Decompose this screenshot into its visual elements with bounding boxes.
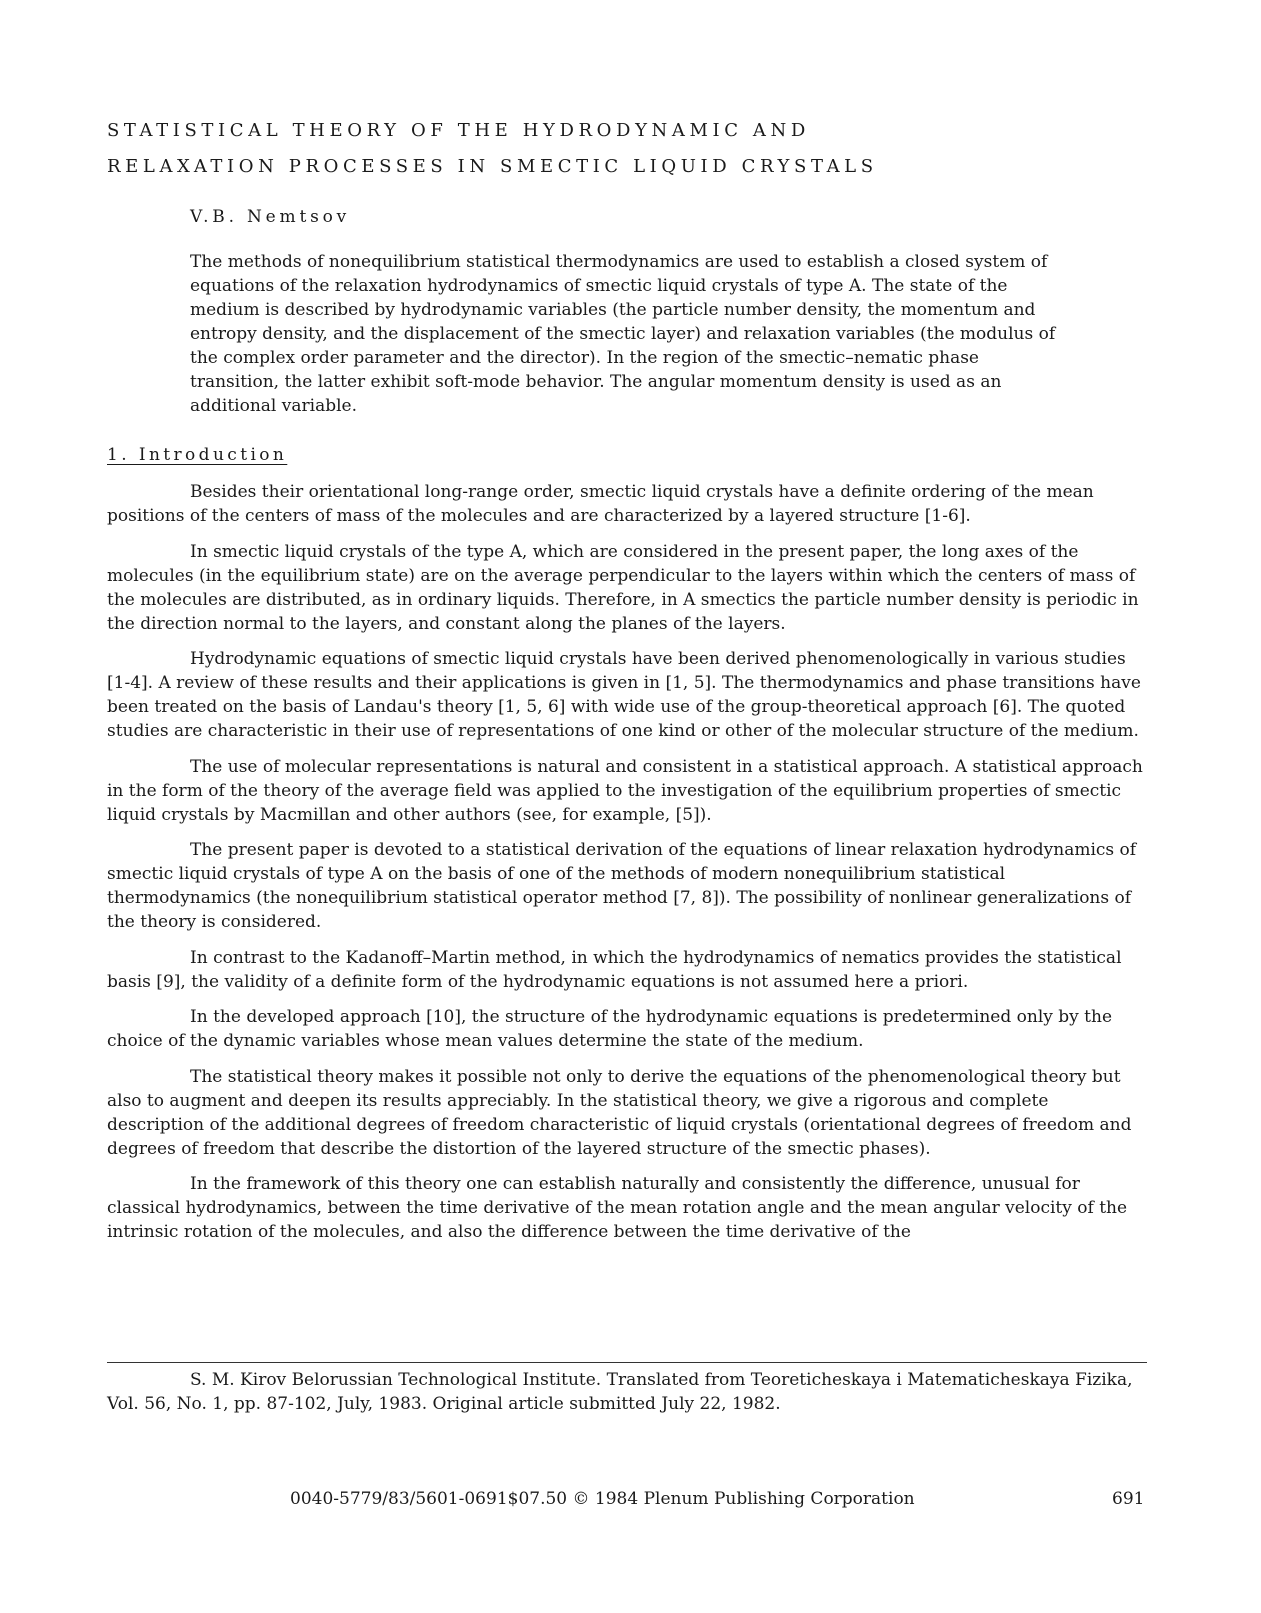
title-line-2: RELAXATION PROCESSES IN SMECTIC LIQUID CRYSTALS (107, 156, 878, 177)
page-number: 691 (1112, 1489, 1145, 1509)
paragraph: The statistical theory makes it possible not only to derive the equations of the phenomenological theory but also to augment and deepen its results appreciably. In the statistical theory, we give a rigorous and complete description of the additional degrees of freedom characteristic of liquid crystals (orientational degrees of freedom and degrees of freedom that describe the distortion of the layered structure of the smectic phases). (107, 1066, 1132, 1159)
paragraph: Besides their orientational long-range order, smectic liquid crystals have a definite ordering of the mean positions of the centers of mass of the molecules and are characterized by a layered structure [1-6]. (107, 482, 1094, 526)
paragraph: In the framework of this theory one can establish naturally and consistently the difference, unusual for classical hydrodynamics, between the time derivative of the mean rotation angle and the mean angular velocity of the intrinsic rotation of the molecules, and also the difference between the time derivative of the (107, 1174, 1128, 1242)
author-name: V.B. Nemtsov (190, 207, 351, 227)
body-text (107, 480, 1147, 1256)
footnote-divider (107, 1362, 1147, 1363)
paragraph: Hydrodynamic equations of smectic liquid crystals have been derived phenomenologically in various studies [1-4]. A review of these results and their applications is given in [1, 5]. The thermodynamics and phase transitions have been treated on the basis of Landau's theory [1, 5, 6] with wide use of the group-theoretical approach [6]. The quoted studies are characteristic in their use of representations of one kind or other of the molecular structure of the medium. (107, 649, 1141, 741)
paragraph: The use of molecular representations is natural and consistent in a statistical approach. A statistical approach in the form of the theory of the average field was applied to the investigation of the equilibrium properties of smectic liquid crystals by Macmillan and other authors (see, for example, [5]). (107, 756, 1143, 825)
paragraph: In contrast to the Kadanoff–Martin method, in which the hydrodynamics of nematics provides the statistical basis [9], the validity of a definite form of the hydrodynamic equations is not assumed here a priori. (107, 947, 1122, 992)
footer-publication-code: 0040-5779/83/5601-0691$07.50 © 1984 Plenum Publishing Corporation (290, 1489, 915, 1509)
title-line-1: STATISTICAL THEORY OF THE HYDRODYNAMIC AND (107, 120, 810, 141)
abstract: The methods of nonequilibrium statistical thermodynamics are used to establish a closed system of equations of the relaxation hydrodynamics of smectic liquid crystals of type A. The state of the medium is described by hydrodynamic variables (the particle number density, the momentum and entropy density, and the displacement of the smectic layer) and relaxation variables (the modulus of the complex order parameter and the director). In the region of the smectic–nematic phase transition, the latter exhibit soft-mode behavior. The angular momentum density is used as an additional variable. (190, 252, 1056, 416)
footnote: S. M. Kirov Belorussian Technological Institute. Translated from Teoreticheskaya i Matematicheskaya Fizika, Vol. 56, No. 1, pp. 87-102, July, 1983. Original article submitted July 22, 1982. (107, 1370, 1133, 1414)
section-heading: 1. Introduction (107, 445, 288, 465)
paragraph: In the developed approach [10], the structure of the hydrodynamic equations is predetermined only by the choice of the dynamic variables whose mean values determine the state of the medium. (107, 1007, 1113, 1051)
paragraph: In smectic liquid crystals of the type A, which are considered in the present paper, the long axes of the molecules (in the equilibrium state) are on the average perpendicular to the layers within which the centers of mass of the molecules are distributed, as in ordinary liquids. Therefore, in A smectics the particle number density is periodic in the direction normal to the layers, and constant along the planes of the layers. (107, 541, 1139, 634)
paragraph: The present paper is devoted to a statistical derivation of the equations of linear relaxation hydrodynamics of smectic liquid crystals of type A on the basis of one of the methods of modern nonequilibrium statistical thermodynamics (the nonequilibrium statistical operator method [7, 8]). The possibility of nonlinear generalizations of the theory is considered. (107, 840, 1137, 932)
